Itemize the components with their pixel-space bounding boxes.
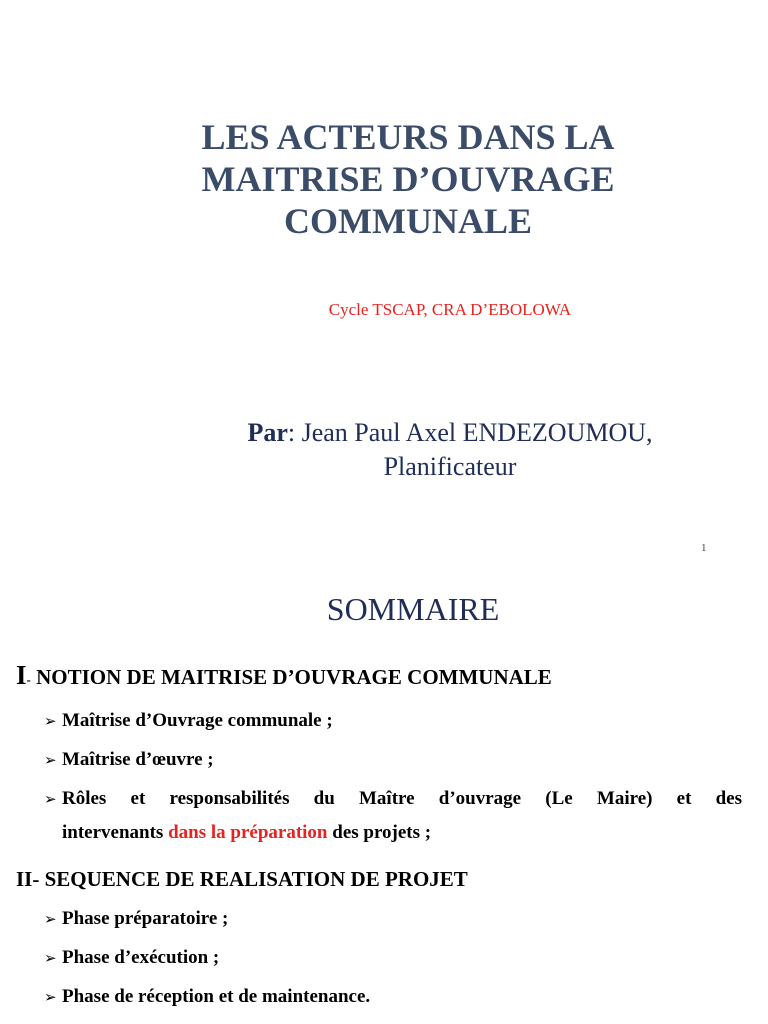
list-item-line-2 [44, 816, 742, 850]
list-item-line-1 [44, 782, 742, 816]
list-item-text: Phase de réception et de maintenance. [62, 986, 371, 1007]
list-item [44, 743, 742, 777]
highlighted-text: dans la préparation [168, 822, 328, 843]
author-name: : Jean Paul Axel ENDEZOUMOU, [287, 418, 653, 447]
section-1-heading [16, 662, 552, 693]
summary-title: SOMMAIRE [326, 591, 500, 627]
section-1-label: NOTION DE MAITRISE D’OUVRAGE COMMUNALE [30, 665, 552, 689]
list-item-text: des projets ; [327, 822, 432, 843]
list-item [44, 902, 742, 936]
list-item-text: intervenants [62, 822, 169, 843]
slide-title [100, 116, 716, 242]
list-item-text: Phase préparatoire ; [62, 908, 229, 929]
arrow-bullet-icon: ➢ [44, 751, 57, 769]
list-item [44, 782, 742, 850]
arrow-bullet-icon: ➢ [44, 988, 57, 1006]
author-prefix: Par [247, 418, 288, 447]
arrow-bullet-icon: ➢ [44, 910, 57, 928]
author-role: Planificateur [383, 452, 517, 481]
arrow-bullet-icon: ➢ [44, 949, 57, 967]
title-line-1: LES ACTEURS DANS LA [201, 117, 615, 157]
author-line [190, 416, 710, 450]
arrow-bullet-icon: ➢ [44, 712, 57, 730]
section-1-numeral: I [16, 660, 27, 690]
list-item-text: Maîtrise d’œuvre ; [62, 749, 214, 770]
list-item-text: Rôles et responsabilités du Maître d’ouvrage (Le Maire) et des [62, 788, 742, 809]
list-item-text: Maîtrise d’Ouvrage communale ; [62, 710, 333, 731]
title-line-2: MAITRISE D’OUVRAGE [201, 159, 615, 199]
list-item [44, 704, 742, 738]
subtitle: Cycle TSCAP, CRA D’EBOLOWA [328, 300, 572, 319]
title-line-3: COMMUNALE [284, 201, 532, 241]
arrow-bullet-icon: ➢ [44, 790, 57, 808]
list-item [44, 941, 742, 975]
author-block [190, 416, 710, 484]
section-1-dash: - [26, 672, 31, 687]
section-2-heading: II- SEQUENCE DE REALISATION DE PROJET [16, 867, 468, 891]
page-number: 1 [701, 542, 707, 554]
list-item-text: Phase d’exécution ; [62, 947, 220, 968]
list-item [44, 980, 742, 1014]
